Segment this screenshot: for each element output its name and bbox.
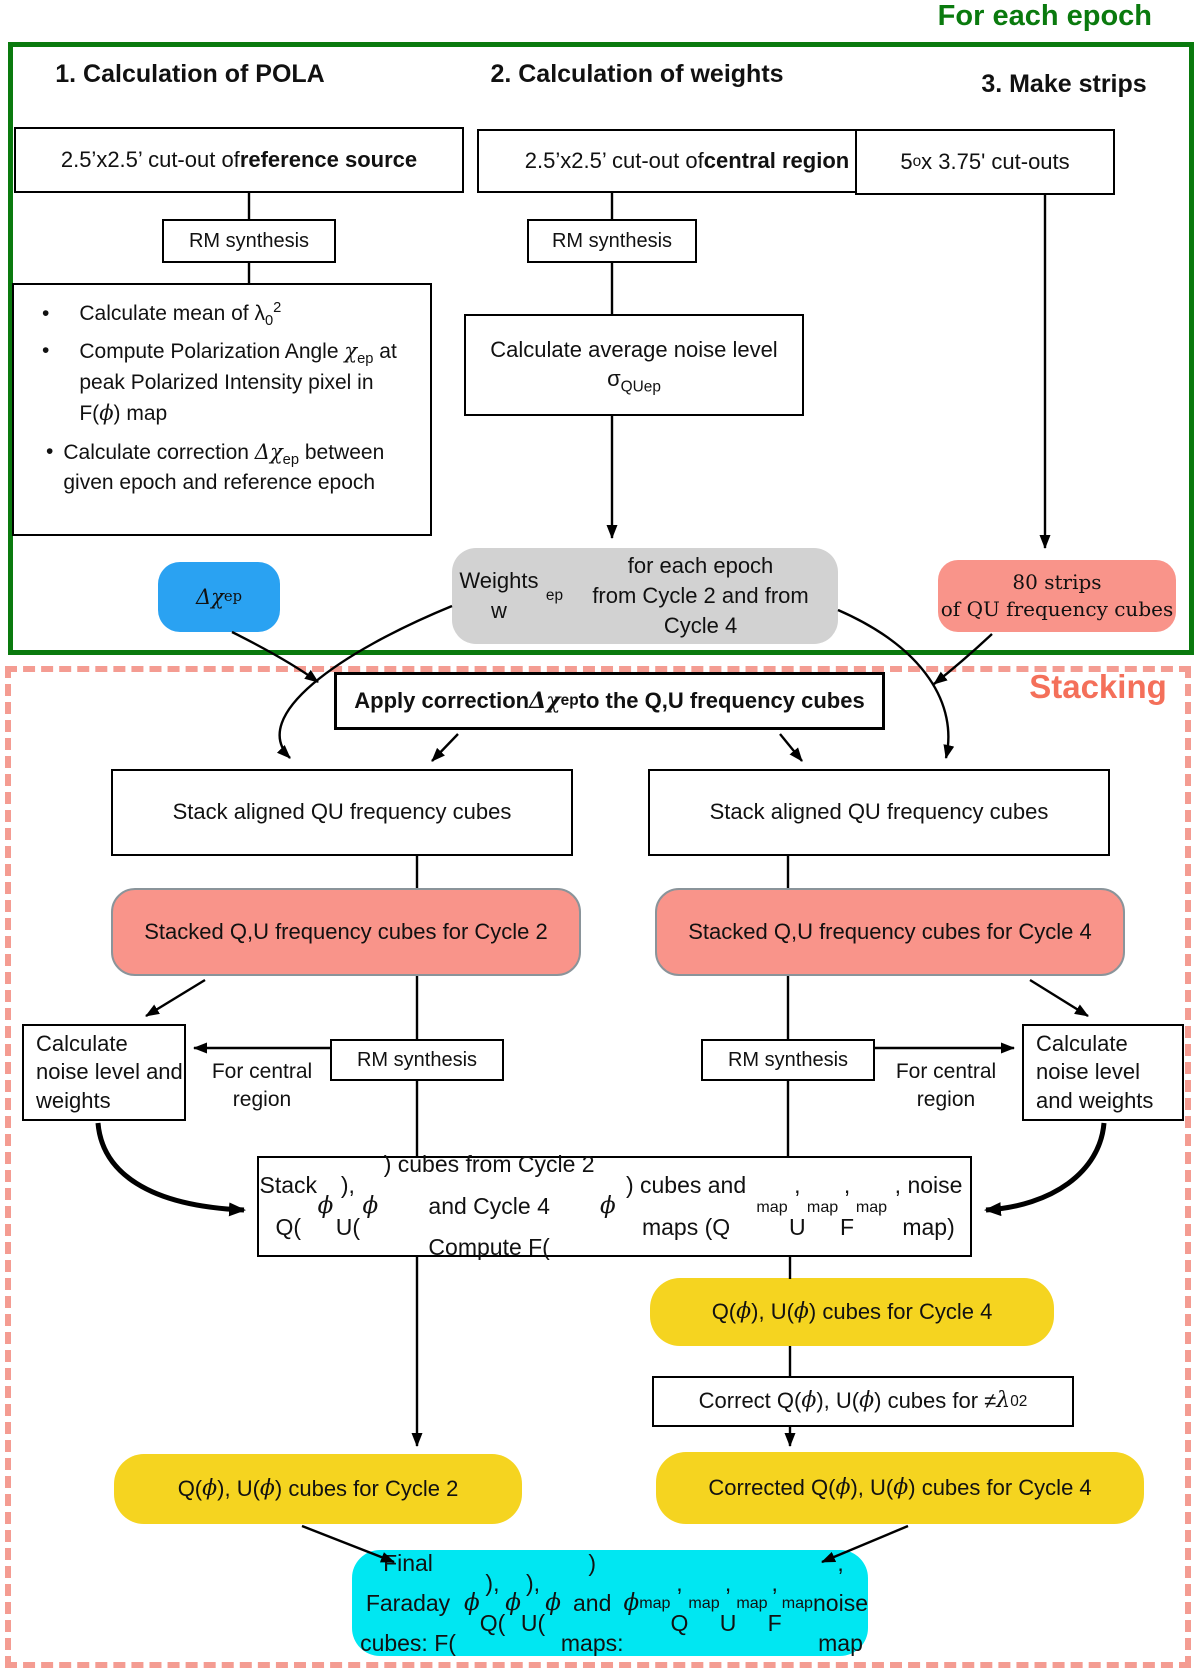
qu-cubes-chip-cycle4: Q( ϕ ), U( ϕ ) cubes for Cycle 4 (650, 1278, 1054, 1346)
for-central-label-right: For central region (895, 1060, 997, 1112)
pola-step-1: Calculate mean of $\lambda_0^2$ (79, 300, 282, 330)
average-noise-line1: Calculate average noise level (490, 337, 778, 363)
average-noise-sigma: $\sigma_{QUep}$ (607, 366, 661, 396)
col1-title: 1. Calculation of POLA (55, 60, 325, 88)
stacked-cubes-chip-cycle2: Stacked Q,U frequency cubes for Cycle 2 (111, 888, 581, 976)
central-stack-box: Stack Q( ϕ ), U( ϕ ) cubes from Cycle 2 and Cycle 4 Compute F( ϕ ) cubes and maps (Q map , U map , F map , noise map) (257, 1156, 972, 1257)
weights-chip: Weights w ep for each epoch from Cycle 2 and from Cycle 4 (452, 548, 838, 644)
correct-cubes-box: Correct Q( ϕ ), U( ϕ ) cubes for ≠ λ 0 2 (652, 1376, 1074, 1427)
strips-cutout-box: 5 o x 3.75' cut-outs (855, 129, 1115, 195)
rm-synthesis-box-pola: RM synthesis (162, 219, 336, 263)
rm-synthesis-box-right: RM synthesis (701, 1039, 875, 1081)
average-noise-box (464, 314, 804, 416)
pola-steps-box (12, 283, 432, 536)
central-cutout-box: 2.5’x2.5’ cut-out of central region (477, 129, 897, 193)
apply-correction-box: Apply correction Δχ ep to the Q,U frequency cubes (334, 672, 885, 730)
calc-noise-weights-box-left: Calculate noise level and weights (22, 1024, 186, 1121)
strips-chip: 80 strips of QU frequency cubes (938, 560, 1176, 632)
for-central-label-left: For central region (211, 1060, 313, 1112)
delta-chi-chip: Δχ ep (158, 562, 280, 632)
bullet-icon: • (42, 302, 50, 325)
bullet-icon: • (42, 339, 50, 363)
stack-aligned-box-cycle4: Stack aligned QU frequency cubes (648, 769, 1110, 856)
reference-cutout-box: 2.5’x2.5’ cut-out of reference source (14, 127, 464, 193)
epoch-section-label: For each epoch (937, 0, 1152, 32)
calc-noise-weights-box-right: Calculate noise level and weights (1022, 1024, 1184, 1121)
stack-aligned-box-cycle2: Stack aligned QU frequency cubes (111, 769, 573, 856)
rm-synthesis-box-weights: RM synthesis (527, 219, 697, 263)
pola-step-2: Compute Polarization Angle $\chi_{ep}$ at peak Polarized Intensity pixel in F(ϕ) map (79, 339, 397, 426)
final-faraday-chip: Final Faraday cubes: F( ϕ ), Q( ϕ ), U( ϕ ) and maps: ϕ map , Q map , U map , F map , noise map (352, 1550, 868, 1656)
qu-cubes-chip-cycle2: Q( ϕ ), U( ϕ ) cubes for Cycle 2 (114, 1454, 522, 1524)
stacked-cubes-chip-cycle4: Stacked Q,U frequency cubes for Cycle 4 (655, 888, 1125, 976)
pola-step-3: Calculate correction $\Delta\chi_{ep}$ between given epoch and reference epoch (63, 439, 385, 495)
col2-title: 2. Calculation of weights (490, 60, 784, 88)
corrected-cubes-chip-cycle4: Corrected Q( ϕ ), U( ϕ ) cubes for Cycle 4 (656, 1452, 1144, 1524)
rm-synthesis-box-left: RM synthesis (330, 1039, 504, 1081)
bullet-icon: • (46, 439, 54, 463)
stacking-section-label: Stacking (1029, 668, 1167, 705)
col3-title: 3. Make strips (981, 70, 1147, 98)
